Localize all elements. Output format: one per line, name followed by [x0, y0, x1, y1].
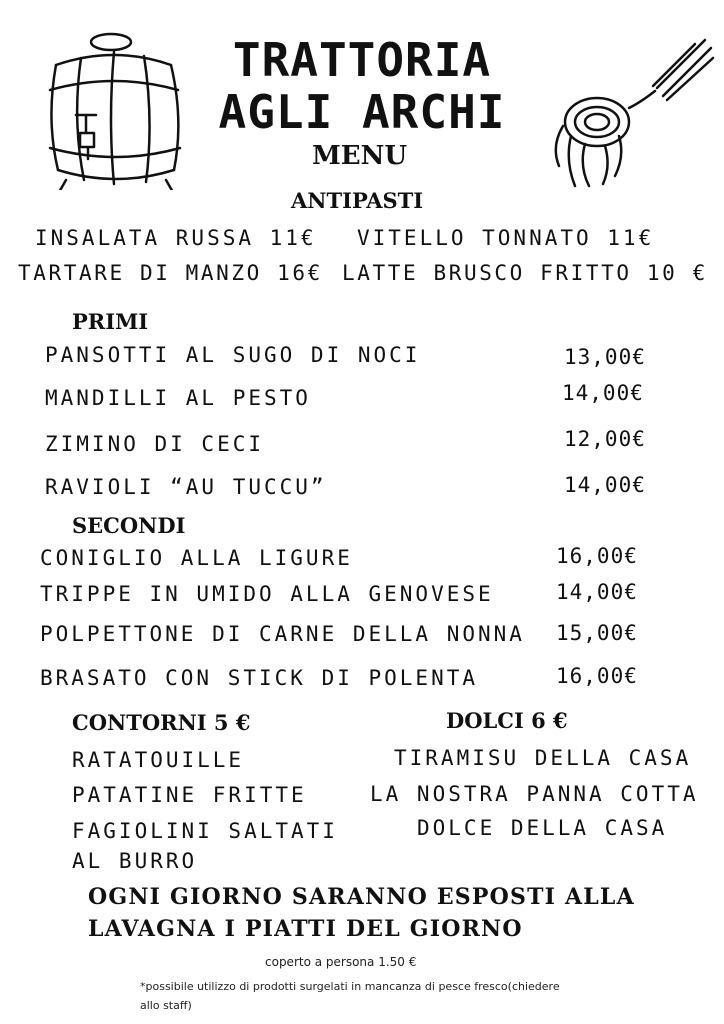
primi-item-2-name: MANDILLI AL PESTO	[45, 386, 311, 410]
contorni-item-4: AL BURRO	[72, 849, 198, 873]
contorni-item-2: PATATINE FRITTE	[72, 783, 307, 807]
contorni-item-3: FAGIOLINI SALTATI	[72, 819, 338, 843]
secondi-item-4-name: BRASATO CON STICK DI POLENTA	[40, 666, 479, 690]
contorni-heading: CONTORNI 5 €	[72, 710, 251, 735]
secondi-item-2-name: TRIPPE IN UMIDO ALLA GENOVESE	[40, 582, 494, 606]
antipasti-heading: ANTIPASTI	[291, 188, 424, 213]
secondi-item-1-price: 16,00€	[556, 544, 638, 568]
dolci-heading: DOLCI 6 €	[446, 708, 568, 733]
frozen-products-note-line2: allo staff)	[140, 999, 192, 1012]
primi-item-1-price: 13,00€	[564, 345, 646, 369]
primi-item-4-price: 14,00€	[564, 473, 646, 497]
frozen-products-note-line1: *possibile utilizzo di prodotti surgelati in mancanza di pesce fresco(chiedere	[140, 980, 560, 993]
secondi-heading: SECONDI	[72, 513, 186, 538]
secondi-item-4-price: 16,00€	[556, 664, 638, 688]
secondi-item-1-name: CONIGLIO ALLA LIGURE	[40, 546, 353, 570]
dolci-item-2: LA NOSTRA PANNA COTTA	[370, 782, 699, 806]
daily-specials-notice-line1: OGNI GIORNO SARANNO ESPOSTI ALLA	[88, 884, 635, 910]
primi-item-1-name: PANSOTTI AL SUGO DI NOCI	[45, 343, 421, 367]
menu-heading: MENU	[312, 141, 408, 171]
dolci-item-1: TIRAMISU DELLA CASA	[394, 746, 692, 770]
antipasti-item-1: INSALATA RUSSA 11€	[35, 226, 317, 250]
restaurant-name-line2: AGLI ARCHI	[218, 85, 506, 139]
primi-heading: PRIMI	[72, 309, 149, 334]
primi-item-4-name: RAVIOLI “AU TUCCU”	[45, 475, 327, 499]
antipasti-item-3: TARTARE DI MANZO 16€	[18, 261, 323, 285]
antipasti-item-2: VITELLO TONNATO 11€	[357, 226, 655, 250]
primi-item-2-price: 14,00€	[562, 381, 644, 405]
primi-item-3-name: ZIMINO DI CECI	[45, 432, 265, 456]
restaurant-name-line1: TRATTORIA	[232, 33, 492, 87]
antipasti-item-4: LATTE BRUSCO FRITTO 10 €	[342, 261, 708, 285]
secondi-item-3-name: POLPETTONE DI CARNE DELLA NONNA	[40, 622, 525, 646]
fork-with-spaghetti-icon	[545, 36, 715, 191]
primi-item-3-price: 12,00€	[564, 427, 646, 451]
cover-charge: coperto a persona 1.50 €	[265, 955, 417, 969]
contorni-item-1: RATATOUILLE	[72, 748, 245, 772]
dolci-item-3: DOLCE DELLA CASA	[417, 816, 668, 840]
secondi-item-3-price: 15,00€	[556, 621, 638, 645]
daily-specials-notice-line2: LAVAGNA I PIATTI DEL GIORNO	[88, 916, 523, 942]
secondi-item-2-price: 14,00€	[556, 580, 638, 604]
